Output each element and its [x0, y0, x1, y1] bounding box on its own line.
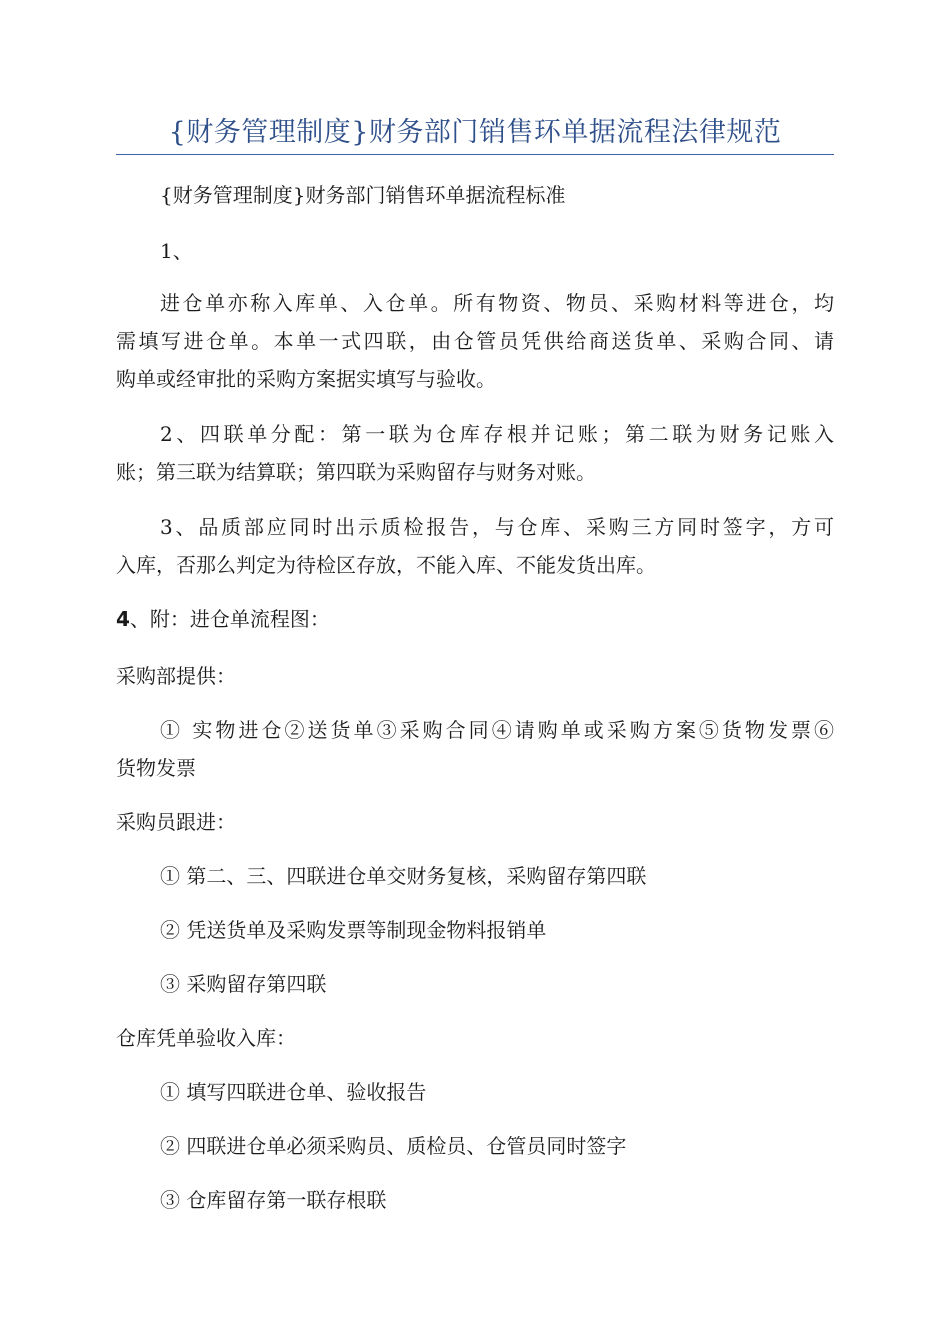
title-underline: [116, 154, 834, 155]
warehouse-item-3: ③ 仓库留存第一联存根联: [160, 1188, 387, 1212]
item-3-line-1: 3、品质部应同时出示质检报告，与仓库、采购三方同时签字，方可: [160, 515, 834, 539]
purchase-dept-line-2: 货物发票: [116, 756, 196, 780]
item-1-line-3: 购单或经审批的采购方案据实填写与验收。: [116, 367, 496, 391]
item-4-text: 、附：进仓单流程图：: [129, 607, 330, 631]
item-2-line-1: 2、四联单分配：第一联为仓库存根并记账；第二联为财务记账入: [160, 422, 834, 446]
item-1-number: 1、: [160, 239, 193, 263]
item-1-line-2: 需填写进仓单。本单一式四联，由仓管员凭供给商送货单、采购合同、请: [116, 329, 834, 353]
item-4-number: 4: [116, 607, 130, 631]
purchaser-item-3: ③ 采购留存第四联: [160, 972, 327, 996]
item-2-line-2: 账；第三联为结算联；第四联为采购留存与财务对账。: [116, 460, 596, 484]
document-subtitle: {财务管理制度}财务部门销售环单据流程标准: [160, 183, 566, 207]
item-4-heading: [116, 600, 834, 638]
purchaser-item-1: ① 第二、三、四联进仓单交财务复核，采购留存第四联: [160, 864, 647, 888]
purchase-dept-line-1: ① 实物进仓②送货单③采购合同④请购单或采购方案⑤货物发票⑥: [160, 718, 834, 742]
purchaser-heading: 采购员跟进：: [116, 810, 236, 834]
item-3-line-2: 入库，否那么判定为待检区存放，不能入库、不能发货出库。: [116, 553, 656, 577]
purchase-dept-heading: 采购部提供：: [116, 664, 236, 688]
document-title: {财务管理制度}财务部门销售环单据流程法律规范: [168, 117, 782, 148]
warehouse-item-1: ① 填写四联进仓单、验收报告: [160, 1080, 427, 1104]
warehouse-heading: 仓库凭单验收入库：: [116, 1026, 296, 1050]
purchaser-item-2: ② 凭送货单及采购发票等制现金物料报销单: [160, 918, 547, 942]
warehouse-item-2: ② 四联进仓单必须采购员、质检员、仓管员同时签字: [160, 1134, 627, 1158]
item-1-line-1: 进仓单亦称入库单、入仓单。所有物资、物员、采购材料等进仓，均: [160, 291, 834, 315]
